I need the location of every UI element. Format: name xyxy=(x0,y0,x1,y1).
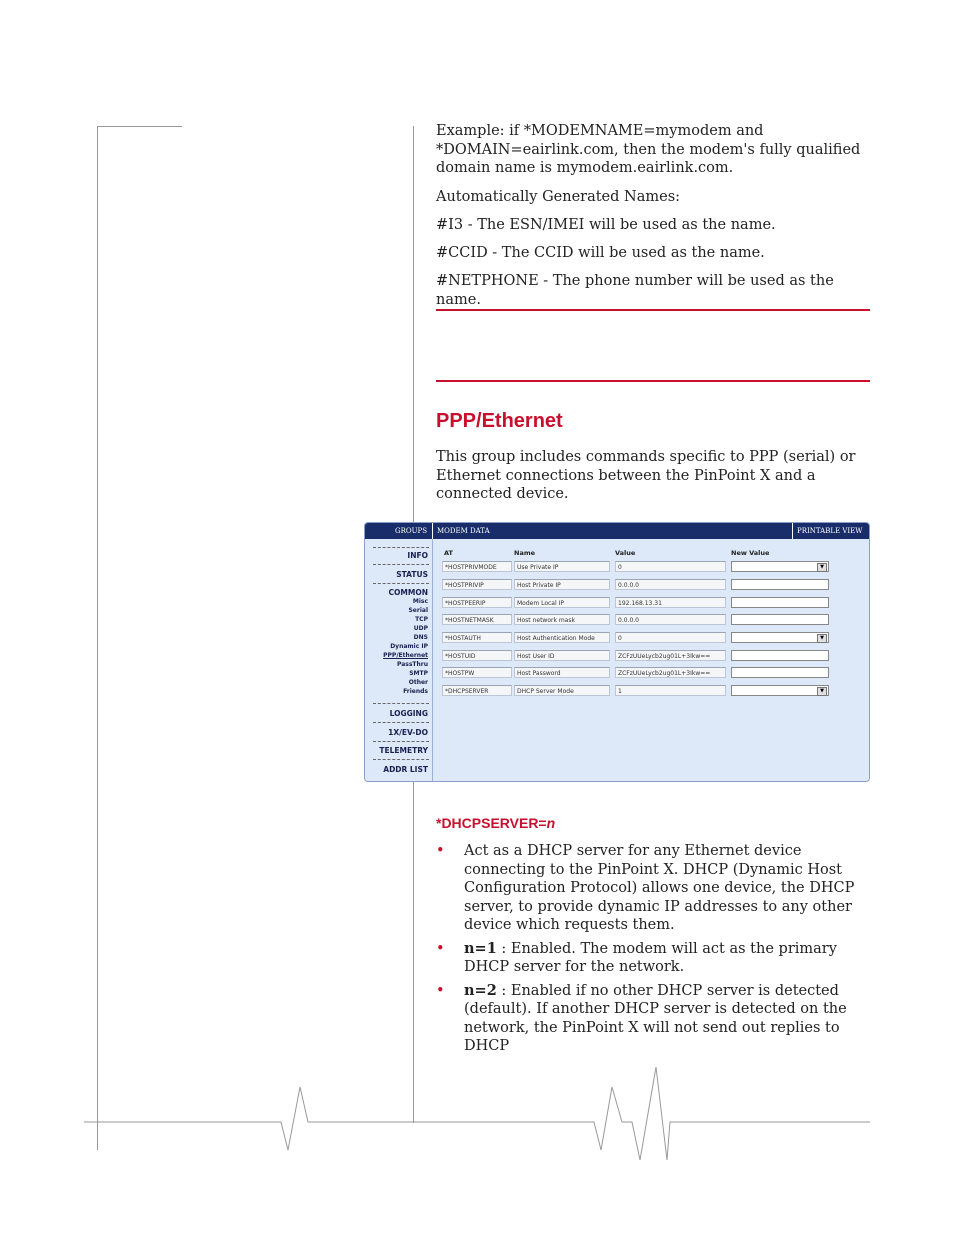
i3-line: #I3 - The ESN/IMEI will be used as the name. xyxy=(436,217,776,233)
nav-tcp[interactable]: TCP xyxy=(415,616,428,623)
row-at: *HOSTPRIVIP xyxy=(442,579,512,590)
row-value: 0.0.0.0 xyxy=(615,579,726,590)
row-value: 0.0.0.0 xyxy=(615,614,726,625)
bullet-icon: • xyxy=(436,843,445,859)
row-at: *HOSTPEERIP xyxy=(442,597,512,608)
col-at-header: AT xyxy=(444,549,453,557)
nav-passthru[interactable]: PassThru xyxy=(396,661,428,668)
row-value: 1 xyxy=(615,685,726,696)
bullet-text: Act as a DHCP server for any Ethernet device connecting to the PinPoint X. DHCP (Dynamic Host Configuration Protocol) allows one device, the DHCP server, to provide dynamic IP addresses to any other device which requests them. xyxy=(464,843,855,933)
row-name: Use Private IP xyxy=(514,561,610,572)
row-name: DHCP Server Mode xyxy=(514,685,610,696)
modem-config-screenshot xyxy=(364,522,870,782)
bullet-text: : Enabled. The modem will act as the primary DHCP server for the network. xyxy=(464,940,837,975)
row-value: ZCFzUUeLycb2ug01L+3Ikw== xyxy=(615,650,726,661)
section-rule xyxy=(436,380,870,382)
new-value-select[interactable] xyxy=(731,561,829,572)
new-value-select[interactable] xyxy=(731,685,829,696)
row-value: ZCFzUUeLycb2ug01L+3Ikw== xyxy=(615,667,726,678)
row-value: 192.168.13.31 xyxy=(615,597,726,608)
bullet-item xyxy=(436,940,868,977)
row-at: *DHCPSERVER xyxy=(442,685,512,696)
row-at: *HOSTPW xyxy=(442,667,512,678)
command-heading xyxy=(436,815,555,831)
col-name-header: Name xyxy=(514,549,536,557)
row-name: Host Private IP xyxy=(514,579,610,590)
groups-sidebar xyxy=(365,539,433,781)
nav-serial[interactable]: Serial xyxy=(408,607,428,614)
nav-udp[interactable]: UDP xyxy=(413,625,428,632)
section-title: PPP/Ethernet xyxy=(436,410,563,432)
row-at: *HOSTAUTH xyxy=(442,632,512,643)
bullet-item xyxy=(436,982,868,1056)
bullet-text: : Enabled if no other DHCP server is detected (default). If another DHCP server is detected on the network, the PinPoint X will not send out replies to DHCP xyxy=(464,982,847,1054)
top-corner-line xyxy=(97,126,182,127)
command-name: *DHCPSERVER= xyxy=(436,815,547,831)
nav-logging[interactable]: LOGGING xyxy=(389,709,428,718)
chevron-down-icon: ▼ xyxy=(817,634,827,643)
netphone-line: #NETPHONE - The phone number will be used as the name. xyxy=(436,273,834,308)
nav-friends[interactable]: Friends xyxy=(403,688,428,695)
row-name: Modem Local IP xyxy=(514,597,610,608)
example-paragraph: Example: if *MODEMNAME=mymodem and *DOMAIN=eairlink.com, then the modem's fully qualified domain name is mymodem.eairlink.com. xyxy=(436,123,861,176)
chevron-down-icon: ▼ xyxy=(817,563,827,572)
bullet-icon: • xyxy=(436,982,445,999)
nav-dynamic-ip[interactable]: Dynamic IP xyxy=(390,643,428,650)
printable-view-link[interactable]: PRINTABLE VIEW xyxy=(797,527,863,535)
row-name: Host Authentication Mode xyxy=(514,632,610,643)
modem-data-label: MODEM DATA xyxy=(437,527,490,535)
left-margin-line xyxy=(97,126,98,1150)
nav-other[interactable]: Other xyxy=(408,679,428,686)
command-param: n xyxy=(546,815,556,831)
groups-label: GROUPS xyxy=(395,527,428,535)
bullet-bold: n=1 xyxy=(464,939,497,957)
nav-misc[interactable]: Misc xyxy=(412,598,428,605)
footer-waveform xyxy=(0,1060,954,1170)
col-new-value-header: New Value xyxy=(731,549,770,557)
bullet-icon: • xyxy=(436,940,445,957)
row-at: *HOSTUID xyxy=(442,650,512,661)
nav-info[interactable]: INFO xyxy=(407,551,428,560)
new-value-input[interactable] xyxy=(731,597,829,608)
nav-1x-evdo[interactable]: 1X/EV-DO xyxy=(388,728,428,737)
new-value-input[interactable] xyxy=(731,650,829,661)
bullet-item xyxy=(436,842,868,935)
section-description: This group includes commands specific to PPP (serial) or Ethernet connections between the PinPoint X and a connected device. xyxy=(436,449,856,502)
nav-common[interactable]: COMMON xyxy=(388,588,428,597)
nav-smtp[interactable]: SMTP xyxy=(409,670,428,677)
row-name: Host network mask xyxy=(514,614,610,625)
row-name: Host Password xyxy=(514,667,610,678)
divider-rule xyxy=(436,309,870,311)
row-name: Host User ID xyxy=(514,650,610,661)
new-value-input[interactable] xyxy=(731,667,829,678)
modem-data-panel xyxy=(433,539,869,781)
new-value-select[interactable] xyxy=(731,632,829,643)
command-bullets xyxy=(436,842,868,1061)
row-at: *HOSTPRIVMODE xyxy=(442,561,512,572)
new-value-input[interactable] xyxy=(731,579,829,590)
chevron-down-icon: ▼ xyxy=(817,687,827,696)
row-value: 0 xyxy=(615,632,726,643)
ccid-line: #CCID - The CCID will be used as the name. xyxy=(436,245,765,261)
nav-telemetry[interactable]: TELEMETRY xyxy=(379,746,428,755)
nav-dns[interactable]: DNS xyxy=(413,634,428,641)
col-value-header: Value xyxy=(615,549,636,557)
nav-addr-list[interactable]: ADDR LIST xyxy=(383,765,428,774)
bullet-bold: n=2 xyxy=(464,981,497,999)
screenshot-topbar xyxy=(365,523,869,539)
nav-status[interactable]: STATUS xyxy=(396,570,428,579)
row-at: *HOSTNETMASK xyxy=(442,614,512,625)
auto-names-heading: Automatically Generated Names: xyxy=(436,189,681,205)
row-value: 0 xyxy=(615,561,726,572)
nav-ppp-ethernet[interactable]: PPP/Ethernet xyxy=(383,652,428,659)
new-value-input[interactable] xyxy=(731,614,829,625)
